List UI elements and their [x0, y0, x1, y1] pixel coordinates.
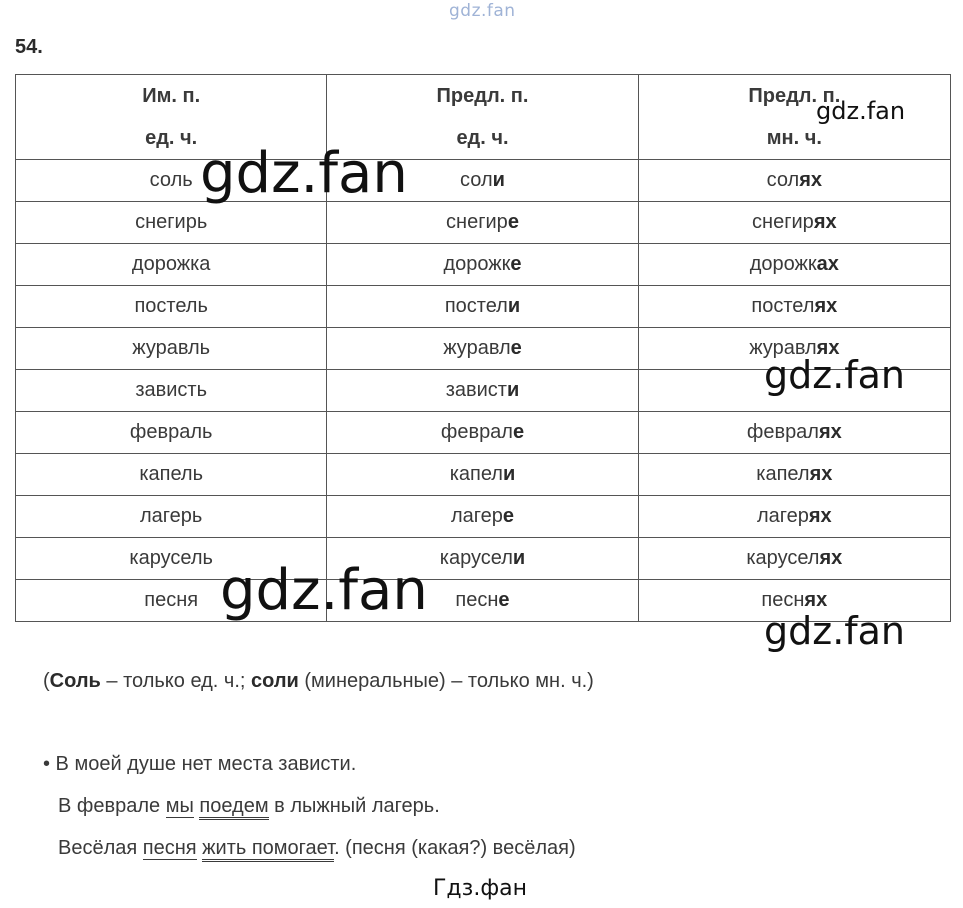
word-stem: лагерь [140, 505, 203, 527]
word-stem: сол [766, 169, 800, 191]
word-ending: е [498, 589, 510, 611]
table-cell [638, 202, 950, 244]
exercise-number: 54. [15, 36, 43, 58]
table-row [16, 160, 951, 202]
table-cell [327, 454, 638, 496]
word-stem: завист [445, 379, 507, 401]
table-cell [638, 286, 950, 328]
word-stem: снегир [446, 211, 508, 233]
word-stem: сол [460, 169, 493, 191]
watermark-top: gdz.fan [449, 1, 516, 21]
table-cell [638, 244, 950, 286]
word-stem: постел [751, 295, 815, 317]
word-stem: постель [134, 295, 208, 317]
table-row [16, 202, 951, 244]
table-row [16, 538, 951, 580]
word-stem: карусел [439, 547, 513, 569]
table-header-row [16, 75, 951, 160]
table-row [16, 286, 951, 328]
table-row [16, 496, 951, 538]
sentence-2: В феврале мы поедем в лыжный лагерь. [58, 795, 440, 818]
table-cell [638, 412, 950, 454]
watermark-large-2: gdz.fan [220, 558, 428, 623]
word-ending: е [502, 505, 514, 527]
word-stem: дорожк [749, 253, 817, 275]
word-stem: журавл [749, 337, 817, 359]
word-ending: ях [818, 421, 842, 443]
word-ending: е [512, 421, 525, 443]
word-stem: песня [144, 589, 199, 611]
word-ending: ях [804, 589, 828, 611]
word-stem: феврал [440, 421, 513, 443]
table-cell [16, 286, 327, 328]
table-cell [327, 328, 638, 370]
word-ending: ях [816, 337, 840, 359]
table-cell [327, 244, 638, 286]
word-ending: и [492, 169, 505, 191]
word-stem: песн [761, 589, 805, 611]
header-prepositional-plural: Предл. п. мн. ч. [638, 75, 950, 160]
word-ending: и [506, 379, 520, 401]
header-prepositional-singular: Предл. п. ед. ч. [327, 75, 638, 160]
table-cell [16, 370, 327, 412]
footer-caption: Гдз.фан [433, 876, 527, 901]
table-cell [638, 538, 950, 580]
table-cell [638, 454, 950, 496]
word-stem: журавль [132, 337, 211, 359]
table-row [16, 244, 951, 286]
table-cell [16, 202, 327, 244]
word-stem: песн [455, 589, 499, 611]
word-ending: и [512, 547, 526, 569]
word-stem: снегир [752, 211, 814, 233]
word-stem: капел [756, 463, 810, 485]
table-cell [16, 412, 327, 454]
table-cell [16, 244, 327, 286]
subject-underline: песня [142, 837, 197, 859]
word-stem: капель [139, 463, 204, 485]
table-cell [16, 454, 327, 496]
watermark-small: gdz.fan [816, 97, 906, 125]
table-cell [16, 328, 327, 370]
word-stem: зависть [135, 379, 207, 401]
word-ending: ях [819, 547, 843, 569]
word-stem: снегирь [135, 211, 208, 233]
watermark-medium-2: gdz.fan [764, 609, 906, 653]
predicate-underline: жить помогает [202, 837, 334, 862]
table-row [16, 454, 951, 496]
table-cell [638, 496, 950, 538]
table-cell [327, 370, 638, 412]
table-cell [16, 496, 327, 538]
table-cell [638, 160, 950, 202]
word-stem: карусель [129, 547, 213, 569]
header-nominative-singular: Им. п. ед. ч. [16, 75, 327, 160]
word-stem: дорожка [131, 253, 211, 275]
word-ending: ях [799, 169, 823, 191]
word-stem: постел [444, 295, 508, 317]
word-ending: ях [814, 295, 838, 317]
word-ending: ях [809, 463, 833, 485]
word-ending: и [502, 463, 516, 485]
word-ending: и [507, 295, 521, 317]
watermark-large-1: gdz.fan [200, 141, 408, 206]
table-cell [327, 202, 638, 244]
word-ending: е [510, 253, 522, 275]
word-stem: лагер [450, 505, 503, 527]
word-ending: ях [813, 211, 837, 233]
word-stem: феврал [746, 421, 819, 443]
word-stem: капел [449, 463, 503, 485]
declension-table [15, 74, 951, 622]
word-ending: ах [816, 253, 839, 275]
word-stem: февраль [129, 421, 213, 443]
table-cell [327, 496, 638, 538]
word-ending: ях [808, 505, 832, 527]
predicate-underline: поедем [199, 795, 268, 820]
table-row [16, 412, 951, 454]
sentence-1: • В моей душе нет места зависти. [43, 753, 357, 775]
table-cell [327, 286, 638, 328]
subject-underline: мы [165, 795, 194, 817]
sentence-3: Весёлая песня жить помогает. (песня (какая?) весёлая) [58, 837, 576, 860]
word-stem: соль [149, 169, 193, 191]
word-stem: журавл [443, 337, 511, 359]
word-stem: дорожк [443, 253, 511, 275]
number-note: (Соль – только ед. ч.; соли (минеральные) – только мн. ч.) [43, 670, 594, 692]
table-cell [327, 412, 638, 454]
word-ending: е [510, 337, 522, 359]
word-stem: лагер [756, 505, 809, 527]
word-ending: е [507, 211, 519, 233]
word-stem: карусел [746, 547, 820, 569]
watermark-medium-1: gdz.fan [764, 353, 906, 397]
